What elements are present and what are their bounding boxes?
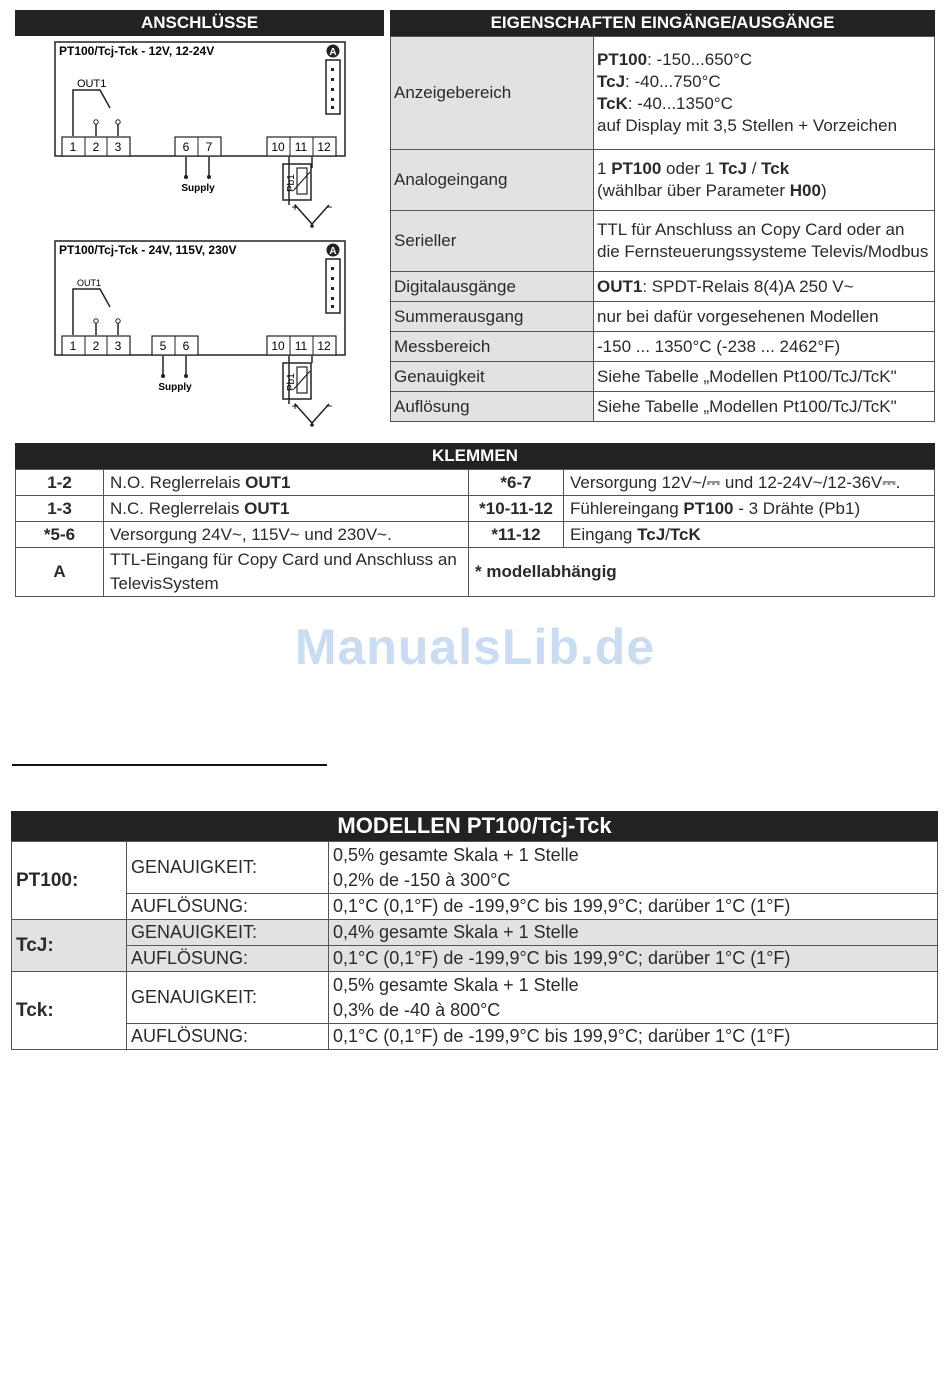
terminal-desc: Versorgung 24V~, 115V~ und 230V~. xyxy=(104,522,469,548)
desc-text: Eingang xyxy=(570,524,638,544)
eigenschaften-section xyxy=(390,10,935,422)
terminal-desc xyxy=(564,496,935,522)
model-name: Tck: xyxy=(12,972,127,1050)
klemmen-header: KLEMMEN xyxy=(15,443,935,469)
param-value: 0,1°C (0,1°F) de -199,9°C bis 199,9°C; darüber 1°C (1°F) xyxy=(329,1024,938,1050)
param-value: 0,1°C (0,1°F) de -199,9°C bis 199,9°C; darüber 1°C (1°F) xyxy=(329,894,938,920)
minus-sign: − xyxy=(325,399,333,413)
terminal-label: 10 xyxy=(271,339,285,353)
summer-key: Summerausgang xyxy=(391,302,594,332)
desc-bold: OUT1 xyxy=(244,498,290,518)
genau-value: Siehe Tabelle „Modellen Pt100/TcJ/TcK" xyxy=(594,362,935,392)
summer-value: nur bei dafür vorgesehenen Modellen xyxy=(594,302,935,332)
table-row xyxy=(391,332,935,362)
table-row xyxy=(391,392,935,422)
genau-key: Genauigkeit xyxy=(391,362,594,392)
divider xyxy=(12,764,327,766)
terminal-desc xyxy=(104,496,469,522)
out1-label: OUT1 xyxy=(77,278,102,288)
modellen-header: MODELLEN PT100/Tcj-Tck xyxy=(11,811,938,841)
desc-bold: PT100 xyxy=(683,498,734,518)
anzeige-tcj: : -40...750°C xyxy=(625,72,721,91)
terminal-label: 3 xyxy=(114,339,122,353)
terminal-label: 6 xyxy=(182,339,190,353)
table-row xyxy=(391,272,935,302)
table-row xyxy=(12,1024,938,1050)
eigenschaften-header: EIGENSCHAFTEN EINGÄNGE/AUSGÄNGE xyxy=(390,10,935,36)
anzeige-tck: : -40...1350°C xyxy=(627,94,733,113)
param-label: GENAUIGKEIT: xyxy=(127,920,329,946)
klemmen-section xyxy=(15,443,935,597)
terminal-desc: TTL-Eingang für Copy Card und Anschluss an TelevisSystem xyxy=(104,548,469,597)
analog-pt100: PT100 xyxy=(611,159,662,178)
supply-label: Supply xyxy=(158,382,192,393)
desc-text: / xyxy=(665,524,670,544)
terminal-label: 11 xyxy=(294,140,308,154)
terminal-label: 6 xyxy=(182,140,190,154)
modellen-table xyxy=(11,841,938,1050)
wiring-diagram-12v xyxy=(15,40,384,235)
anzeige-pt100: : -150...650°C xyxy=(647,50,753,69)
terminal-code: *6-7 xyxy=(469,470,564,496)
klemmen-table xyxy=(15,469,935,597)
analog-text: ) xyxy=(820,181,827,200)
value-line: 0,5% gesamte Skala + 1 Stelle xyxy=(333,974,579,995)
terminal-desc xyxy=(564,522,935,548)
model-name: PT100: xyxy=(12,842,127,920)
table-row xyxy=(12,842,938,894)
digital-value xyxy=(594,272,935,302)
param-value: 0,4% gesamte Skala + 1 Stelle xyxy=(329,920,938,946)
table-row xyxy=(391,302,935,332)
terminal-code: *11-12 xyxy=(469,522,564,548)
table-row xyxy=(16,548,935,597)
terminal-label: 3 xyxy=(114,140,122,154)
table-row xyxy=(391,150,935,211)
terminal-label: 7 xyxy=(205,140,213,154)
table-row xyxy=(16,470,935,496)
terminal-desc: Versorgung 12V~/⎓ und 12-24V~/12-36V⎓. xyxy=(564,470,935,496)
terminal-label: 2 xyxy=(92,140,100,154)
mess-value: -150 ... 1350°C (-238 ... 2462°F) xyxy=(594,332,935,362)
anschluesse-header: ANSCHLÜSSE xyxy=(15,10,384,36)
terminal-code: 1-2 xyxy=(16,470,104,496)
terminal-code: *10-11-12 xyxy=(469,496,564,522)
table-row xyxy=(12,946,938,972)
anzeige-key: Anzeigebereich xyxy=(391,37,594,150)
table-row xyxy=(391,211,935,272)
wiring-diagram-230v xyxy=(15,239,384,434)
plus-sign: + xyxy=(291,399,299,413)
desc-bold: * modellabhängig xyxy=(475,562,617,581)
terminal-label: 2 xyxy=(92,339,100,353)
param-value: 0,1°C (0,1°F) de -199,9°C bis 199,9°C; darüber 1°C (1°F) xyxy=(329,946,938,972)
digital-text: : SPDT-Relais 8(4)A 250 V~ xyxy=(642,276,854,296)
table-row xyxy=(16,496,935,522)
tck-bold: TcK xyxy=(597,94,628,113)
analog-h00: H00 xyxy=(789,181,821,200)
table-row xyxy=(391,362,935,392)
desc-bold: TcK xyxy=(669,524,701,544)
mess-key: Messbereich xyxy=(391,332,594,362)
tcj-bold: TcJ xyxy=(597,72,626,91)
value-line: 0,5% gesamte Skala + 1 Stelle xyxy=(333,844,579,865)
table-row xyxy=(12,972,938,1024)
desc-text: Fühlereingang xyxy=(570,498,684,518)
eigenschaften-table xyxy=(390,36,935,422)
analog-tcj: TcJ xyxy=(718,159,747,178)
diagram-title: PT100/Tcj-Tck - 12V, 12-24V xyxy=(59,44,215,58)
table-row xyxy=(12,920,938,946)
analog-text: / xyxy=(746,159,762,178)
model-name: TcJ: xyxy=(12,920,127,972)
desc-text: - 3 Drähte (Pb1) xyxy=(733,498,861,518)
probe-label: Pb1 xyxy=(286,373,297,391)
anzeige-display: auf Display mit 3,5 Stellen + Vorzeichen xyxy=(597,116,898,135)
badge-a: A xyxy=(329,246,337,257)
desc-bold: TcJ xyxy=(637,524,666,544)
value-line: 0,3% de -40 à 800°C xyxy=(333,999,501,1020)
analog-text: 1 xyxy=(597,159,612,178)
terminal-code: 1-3 xyxy=(16,496,104,522)
terminal-label: 12 xyxy=(317,339,331,353)
analog-text: (wählbar über Parameter xyxy=(597,181,790,200)
aufl-key: Auflösung xyxy=(391,392,594,422)
analog-tck: Tck xyxy=(761,159,790,178)
param-label: AUFLÖSUNG: xyxy=(127,1024,329,1050)
analog-key: Analogeingang xyxy=(391,150,594,211)
param-value xyxy=(329,972,938,1024)
digital-out1: OUT1 xyxy=(597,276,643,296)
terminal-label: 1 xyxy=(69,339,77,353)
table-row xyxy=(391,37,935,150)
seriell-key: Serieller xyxy=(391,211,594,272)
pt100-bold: PT100 xyxy=(597,50,648,69)
desc-bold: OUT1 xyxy=(245,472,291,492)
aufl-value: Siehe Tabelle „Modellen Pt100/TcJ/TcK" xyxy=(594,392,935,422)
terminal-label: 10 xyxy=(271,140,285,154)
param-label: AUFLÖSUNG: xyxy=(127,894,329,920)
minus-sign: − xyxy=(325,200,333,214)
seriell-value: TTL für Anschluss an Copy Card oder an die Fernsteuerungssysteme Televis/Modbus xyxy=(594,211,935,272)
table-row xyxy=(16,522,935,548)
probe-label: Pb1 xyxy=(286,174,297,192)
param-label: AUFLÖSUNG: xyxy=(127,946,329,972)
out1-label: OUT1 xyxy=(77,78,107,90)
param-value xyxy=(329,842,938,894)
modellen-section xyxy=(11,811,938,1050)
desc-text: N.C. Reglerrelais xyxy=(110,498,245,518)
terminal-code: A xyxy=(16,548,104,597)
table-row xyxy=(12,894,938,920)
terminal-label: 12 xyxy=(317,140,331,154)
watermark: ManualsLib.de xyxy=(294,619,656,675)
diagram-title: PT100/Tcj-Tck - 24V, 115V, 230V xyxy=(59,243,237,257)
desc-text: N.O. Reglerrelais xyxy=(110,472,246,492)
badge-a: A xyxy=(329,47,337,58)
analog-text: oder 1 xyxy=(661,159,719,178)
param-label: GENAUIGKEIT: xyxy=(127,842,329,894)
supply-label: Supply xyxy=(181,183,215,194)
digital-key: Digitalausgänge xyxy=(391,272,594,302)
anzeige-value xyxy=(594,37,935,150)
terminal-note xyxy=(469,548,935,597)
terminal-label: 5 xyxy=(159,339,167,353)
analog-value xyxy=(594,150,935,211)
terminal-code: *5-6 xyxy=(16,522,104,548)
plus-sign: + xyxy=(291,200,299,214)
terminal-label: 11 xyxy=(294,339,308,353)
value-line: 0,2% de -150 à 300°C xyxy=(333,869,511,890)
param-label: GENAUIGKEIT: xyxy=(127,972,329,1024)
terminal-desc xyxy=(104,470,469,496)
terminal-label: 1 xyxy=(69,140,77,154)
